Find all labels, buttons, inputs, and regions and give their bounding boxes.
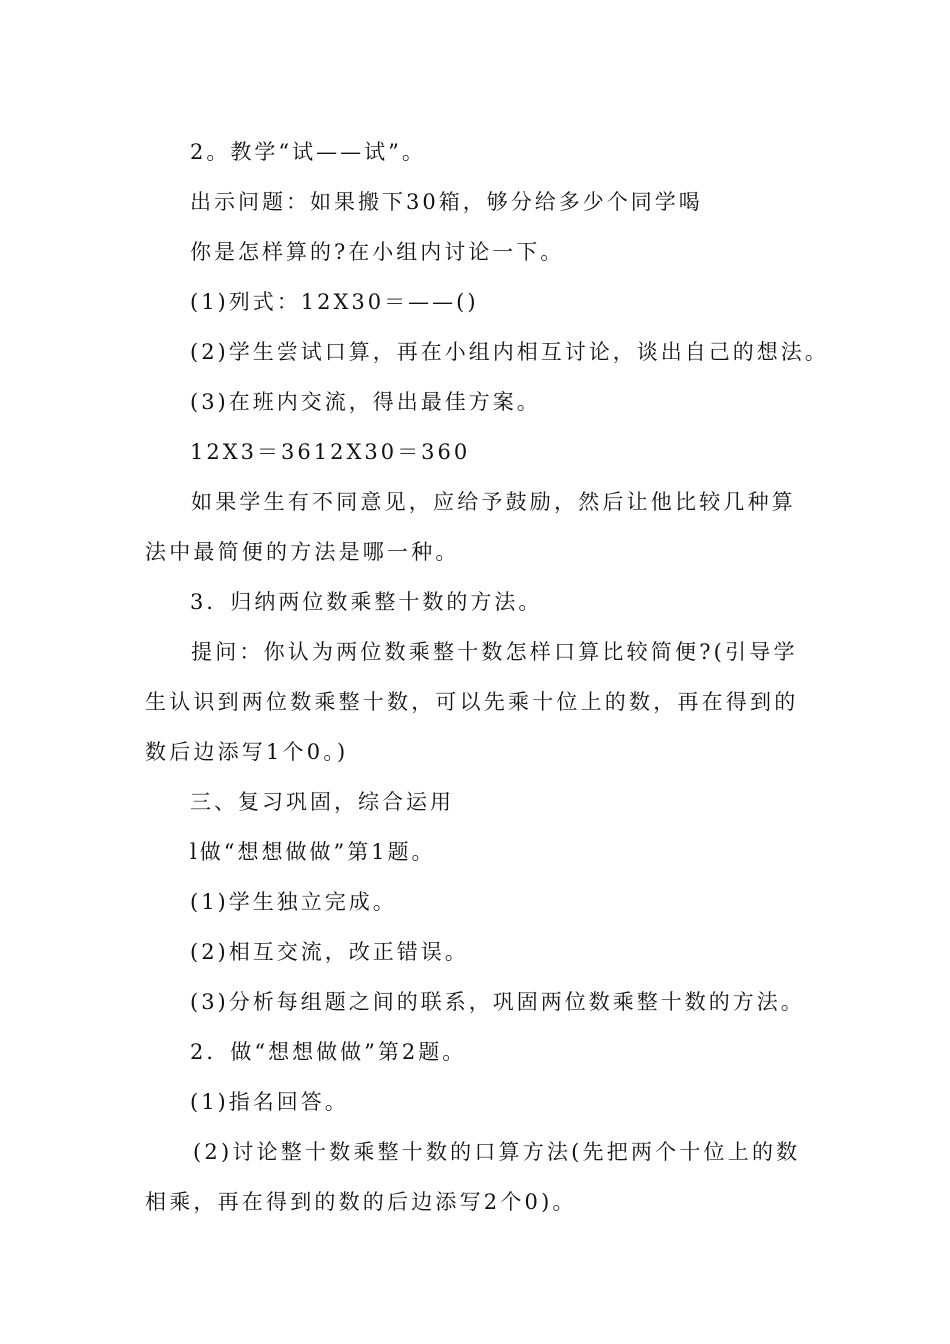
paragraph-independent: (1)学生独立完成。 — [190, 890, 397, 914]
paragraph-question: 提问：你认为两位数乘整十数怎样口算比较简便?(引导学生认识到两位数乘整十数，可以先乘十位上的数，再在得到的数后边添写1个0。) — [145, 640, 799, 764]
paragraph-show-problem: 出示问题：如果搬下30箱，够分给多少个同学喝 — [190, 190, 703, 214]
paragraph-formula: (1)列式：12X30＝——() — [190, 290, 479, 314]
paragraph-analyze: (3)分析每组题之间的联系，巩固两位数乘整十数的方法。 — [190, 990, 805, 1014]
paragraph-students-try: (2)学生尝试口算，再在小组内相互讨论，谈出自己的想法。 — [190, 340, 829, 364]
paragraph-different-opinions: 如果学生有不同意见，应给予鼓励，然后让他比较几种算法中最简便的方法是哪一种。 — [145, 490, 796, 564]
paragraph-exercise-1: l做“想想做做”第1题。 — [190, 840, 436, 864]
paragraph-class-exchange: (3)在班内交流，得出最佳方案。 — [190, 390, 541, 414]
paragraph-exchange-correct: (2)相互交流，改正错误。 — [190, 940, 469, 964]
paragraph-exercise-2: 2．做“想想做做”第2题。 — [190, 1040, 467, 1064]
paragraph-answer: (1)指名回答。 — [190, 1090, 349, 1114]
paragraph-calculation: 12X3＝3612X30＝360 — [190, 440, 471, 464]
paragraph-summarize-method: 3．归纳两位数乘整十数的方法。 — [190, 590, 543, 614]
paragraph-how-calculate: 你是怎样算的?在小组内讨论一下。 — [190, 240, 565, 264]
section-heading-review: 三、复习巩固，综合运用 — [190, 790, 454, 814]
paragraph-teach-try: 2。教学“试——试”。 — [190, 140, 426, 164]
paragraph-discuss: (2)讨论整十数乘整十数的口算方法(先把两个十位上的数相乘，再在得到的数的后边添写2个0)。 — [145, 1140, 801, 1214]
